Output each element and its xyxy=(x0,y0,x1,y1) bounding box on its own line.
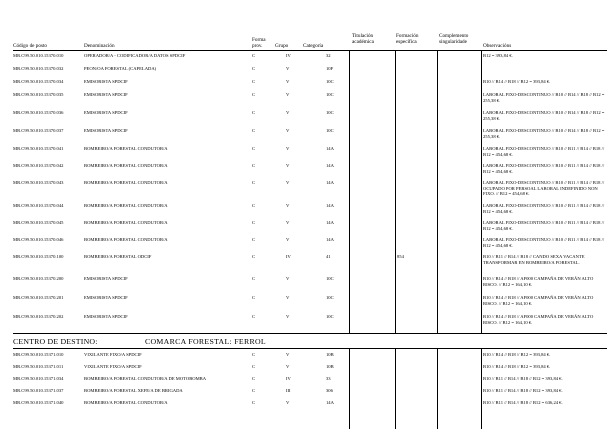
cell-categoria: 14A xyxy=(326,203,334,208)
cell-grupo: V xyxy=(286,110,290,115)
cell-categoria: 10B xyxy=(326,364,334,369)
cell-denominacion: VIXILANTE FIXO/A SPDCIF xyxy=(84,364,142,369)
cell-categoria: 14A xyxy=(326,163,334,168)
cell-denominacion: BOMBEIRO/A FORESTAL CONDUTOR/A xyxy=(84,163,168,168)
cell-grupo: III xyxy=(286,388,291,393)
cell-observaciones: LABORAL FIXO-DESCONTINUO // B10 // B11 // B14 // B18 // B12 = 454,68 €. xyxy=(483,203,605,214)
cell-forma: C xyxy=(252,79,256,84)
cell-observaciones: LABORAL FIXO-DESCONTINUO // B10 // B11 // B14 // B18 // B12 = 454,68 €. xyxy=(483,163,605,174)
col-header-formacion-1: Formación xyxy=(396,33,419,39)
cell-forma: C xyxy=(252,352,256,357)
cell-grupo: V xyxy=(286,92,290,97)
cell-categoria: 14A xyxy=(326,237,334,242)
col-header-forma-2: prov. xyxy=(252,43,263,49)
cell-codigo: MR.C99.50.010.15370.201 xyxy=(13,295,64,300)
cell-forma: C xyxy=(252,314,256,319)
cell-forma: C xyxy=(252,53,256,58)
cell-observaciones: LABORAL FIXO-DESCONTINUO // B10 // B11 // B14 // B18 // B12 = 454,68 €. xyxy=(483,237,605,248)
cell-forma: C xyxy=(252,203,256,208)
cell-categoria: 10C xyxy=(326,110,334,115)
column-divider xyxy=(349,51,350,333)
cell-observaciones: B10 // B14 // B18 // AF000 CAMPAÑA DE VERÁN ALTO RISCO. // B12 = 164,10 €. xyxy=(483,295,594,306)
col-header-titulacion-2: académica xyxy=(352,39,374,45)
cell-denominacion: BOMBEIRO/A FORESTAL CONDUTOR/A xyxy=(84,146,168,151)
cell-codigo: MR.C99.50.010.15370.037 xyxy=(13,128,64,133)
column-divider xyxy=(481,349,482,429)
cell-codigo: MR.C99.50.010.15371.010 xyxy=(13,352,64,357)
col-header-complemento-2: singularidade xyxy=(439,39,467,45)
cell-denominacion: OPERADOR/A - CODIFICADOR/A DATOS SPDCIF xyxy=(84,53,186,58)
cell-denominacion: BOMBEIRO/A FORESTAL CONDUTOR/A xyxy=(84,220,168,225)
cell-codigo: MR.C99.50.010.15370.034 xyxy=(13,79,64,84)
cell-denominacion: BOMBEIRO/A FORESTAL CONDUTOR/A xyxy=(84,400,168,405)
cell-categoria: 14A xyxy=(326,400,334,405)
cell-categoria: 14A xyxy=(326,220,334,225)
cell-codigo: MR.C99.50.010.15370.200 xyxy=(13,276,64,281)
cell-codigo: MR.C99.50.010.15370.042 xyxy=(13,163,64,168)
header-rule xyxy=(13,50,607,51)
cell-denominacion: EMISORISTA SPDCIF xyxy=(84,276,128,281)
cell-denominacion: EMISORISTA SPDCIF xyxy=(84,295,128,300)
cell-denominacion: EMISORISTA SPDCIF xyxy=(84,110,128,115)
cell-denominacion: BOMBEIRO/A FORESTAL CONDUTOR/A xyxy=(84,203,168,208)
col-header-observaciones: Observacións xyxy=(483,43,512,49)
cell-codigo: MR.C99.50.010.15370.202 xyxy=(13,314,64,319)
cell-grupo: V xyxy=(286,203,290,208)
cell-forma: C xyxy=(252,254,256,259)
cell-forma: C xyxy=(252,92,256,97)
col-header-titulacion-1: Titulación xyxy=(352,33,374,39)
cell-grupo: IV xyxy=(286,254,291,259)
cell-denominacion: BOMBEIRO/A FORESTAL CONDUTOR/A DE MOTOBOMBA xyxy=(84,376,207,381)
cell-denominacion: EMISORISTA SPDCIF xyxy=(84,128,128,133)
cell-forma: C xyxy=(252,163,256,168)
cell-categoria: 10C xyxy=(326,314,334,319)
cell-denominacion: BOMBEIRO/A FORESTAL ODCIF xyxy=(84,254,152,259)
cell-categoria: 33 xyxy=(326,376,331,381)
cell-forma: C xyxy=(252,388,256,393)
cell-observaciones: B10 // B14 // B18 // B12 = 393,84 €. xyxy=(483,79,551,84)
cell-grupo: V xyxy=(286,314,290,319)
cell-forma: C xyxy=(252,276,256,281)
cell-grupo: V xyxy=(286,146,290,151)
cell-codigo: MR.C99.50.010.15370.010 xyxy=(13,53,64,58)
cell-observaciones: LABORAL FIXO-DESCONTINUO // B10 // B11 // B14 // B18 // B12 = 454,68 €. xyxy=(483,146,605,157)
cell-observaciones: B10 // B14 // B18 // AF000 CAMPAÑA DE VERÁN ALTO RISCO. // B12 = 164,10 €. xyxy=(483,276,594,287)
cell-categoria: 10C xyxy=(326,79,334,84)
cell-denominacion: EMISORISTA SPDCIF xyxy=(84,314,128,319)
cell-codigo: MR.C99.50.010.15370.045 xyxy=(13,220,64,225)
cell-codigo: MR.C99.50.010.15370.041 xyxy=(13,146,64,151)
cell-categoria: 32 xyxy=(326,53,331,58)
col-header-codigo: Código de posto xyxy=(13,43,48,49)
section-rule xyxy=(13,333,607,334)
cell-forma: C xyxy=(252,400,256,405)
cell-forma: C xyxy=(252,364,256,369)
cell-categoria: 10C xyxy=(326,128,334,133)
cell-codigo: MR.C99.50.010.15370.044 xyxy=(13,203,64,208)
cell-observaciones: B10 // B11 // B14 // B18 // B12 = 393,84 €. xyxy=(483,388,563,393)
cell-observaciones: B10 // B14 // B18 // B12 = 393,84 €. xyxy=(483,364,551,369)
cell-codigo: MR.C99.50.010.15370.046 xyxy=(13,237,64,242)
cell-forma: C xyxy=(252,110,256,115)
column-divider xyxy=(437,51,438,333)
cell-grupo: V xyxy=(286,163,290,168)
cell-grupo: V xyxy=(286,128,290,133)
cell-forma: C xyxy=(252,237,256,242)
centro-label: CENTRO DE DESTINO: xyxy=(13,337,98,346)
cell-grupo: V xyxy=(286,352,290,357)
col-header-forma-1: Forma xyxy=(252,37,266,43)
cell-codigo: MR.C99.50.010.15370.100 xyxy=(13,254,64,259)
column-divider xyxy=(395,51,396,333)
cell-grupo: V xyxy=(286,79,290,84)
centro-value: COMARCA FORESTAL: FERROL xyxy=(145,337,266,346)
cell-forma: C xyxy=(252,128,256,133)
cell-denominacion: EMISORISTA SPDCIF xyxy=(84,79,128,84)
cell-forma: C xyxy=(252,66,256,71)
cell-categoria: 10F xyxy=(326,66,334,71)
col-header-grupo: Grupo xyxy=(275,43,289,49)
cell-observaciones: B10 // B11 // B14 // B18 // B12 = 636,24 €. xyxy=(483,400,563,405)
cell-grupo: V xyxy=(286,276,290,281)
cell-grupo: V xyxy=(286,220,290,225)
cell-denominacion: VIXILANTE FIXO/A SPDCIF xyxy=(84,352,142,357)
cell-forma: C xyxy=(252,295,256,300)
cell-categoria: 10B xyxy=(326,352,334,357)
cell-observaciones: LABORAL FIXO-DESCONTINUO // B10 // B11 // B14 // B18 // B12 = 454,68 €. xyxy=(483,220,605,231)
cell-denominacion: BOMBEIRO/A FORESTAL CONDUTOR/A xyxy=(84,237,168,242)
cell-observaciones: B10 // B14 // B18 // B12 = 393,84 €. xyxy=(483,352,551,357)
cell-codigo: MR.C99.50.010.15371.037 xyxy=(13,388,64,393)
cell-forma: C xyxy=(252,180,256,185)
cell-categoria: 10C xyxy=(326,276,334,281)
column-divider xyxy=(437,349,438,429)
cell-codigo: MR.C99.50.010.15370.035 xyxy=(13,92,64,97)
cell-categoria: 14A xyxy=(326,180,334,185)
cell-codigo: MR.C99.50.010.15370.036 xyxy=(13,110,64,115)
cell-denominacion: BOMBEIRO/A FORESTAL XEFE/A DE BRIGADA xyxy=(84,388,183,393)
cell-grupo: V xyxy=(286,295,290,300)
cell-categoria: 10C xyxy=(326,92,334,97)
cell-observaciones: LABORAL FIXO-DESCONTINUO // B10 // B11 // B14 // B18 // OCUPADO POR PERSOAL LABORAL INDEFINIDO NON FIXO. // B12 = 454,68 €. xyxy=(483,180,605,197)
col-header-formacion-2: específica xyxy=(396,39,417,45)
cell-grupo: V xyxy=(286,66,290,71)
cell-grupo: V xyxy=(286,400,290,405)
cell-denominacion: BOMBEIRO/A FORESTAL CONDUTOR/A xyxy=(84,180,168,185)
cell-observaciones: B10 // B11 // B14 // B18 // CANDO SEXA VACANTE TRANSFORMAR EN BOMBEIRO/A FORESTAL. xyxy=(483,254,585,265)
col-header-categoria: Categoría xyxy=(303,43,324,49)
cell-categoria: 14A xyxy=(326,146,334,151)
cell-grupo: V xyxy=(286,237,290,242)
column-divider xyxy=(349,349,350,429)
col-header-complemento-1: Complemento xyxy=(439,33,469,39)
cell-grupo: IV xyxy=(286,376,291,381)
cell-observaciones: LABORAL FIXO-DESCONTINUO // B10 // B14 // B18 // B12 = 255,38 €. xyxy=(483,128,605,139)
cell-grupo: IV xyxy=(286,53,291,58)
column-divider xyxy=(395,349,396,429)
cell-codigo: MR.C99.50.010.15370.043 xyxy=(13,180,64,185)
cell-formacion: 854 xyxy=(397,254,404,259)
cell-observaciones: LABORAL FIXO-DESCONTINUO // B10 // B14 // B18 // B12 = 255,38 €. xyxy=(483,110,605,121)
cell-observaciones: B10 // B11 // B14 // B18 // B12 = 393,84 €. xyxy=(483,376,563,381)
cell-forma: C xyxy=(252,220,256,225)
cell-denominacion: EMISORISTA SPDCIF xyxy=(84,92,128,97)
cell-grupo: V xyxy=(286,364,290,369)
col-header-denominacion: Denominación xyxy=(84,43,115,49)
cell-codigo: MR.C99.50.010.15371.011 xyxy=(13,364,64,369)
section-rule xyxy=(13,348,607,349)
cell-observaciones: B12 = 393,84 €. xyxy=(483,53,513,58)
cell-codigo: MR.C99.50.010.15370.032 xyxy=(13,66,64,71)
cell-codigo: MR.C99.50.010.15371.040 xyxy=(13,400,64,405)
cell-forma: C xyxy=(252,376,256,381)
cell-categoria: 10C xyxy=(326,295,334,300)
cell-forma: C xyxy=(252,146,256,151)
column-divider xyxy=(481,51,482,333)
cell-observaciones: LABORAL FIXO-DESCONTINUO // B10 // B14 // B18 // B12 = 255,38 €. xyxy=(483,92,605,103)
cell-observaciones: B10 // B14 // B18 // AF000 CAMPAÑA DE VERÁN ALTO RISCO. // B12 = 164,10 €. xyxy=(483,314,594,325)
cell-grupo: V xyxy=(286,180,290,185)
cell-denominacion: PEON/OA FORESTAL (CAPELADA) xyxy=(84,66,157,71)
cell-categoria: 41 xyxy=(326,254,331,259)
cell-codigo: MR.C99.50.010.15371.034 xyxy=(13,376,64,381)
cell-categoria: 306 xyxy=(326,388,333,393)
